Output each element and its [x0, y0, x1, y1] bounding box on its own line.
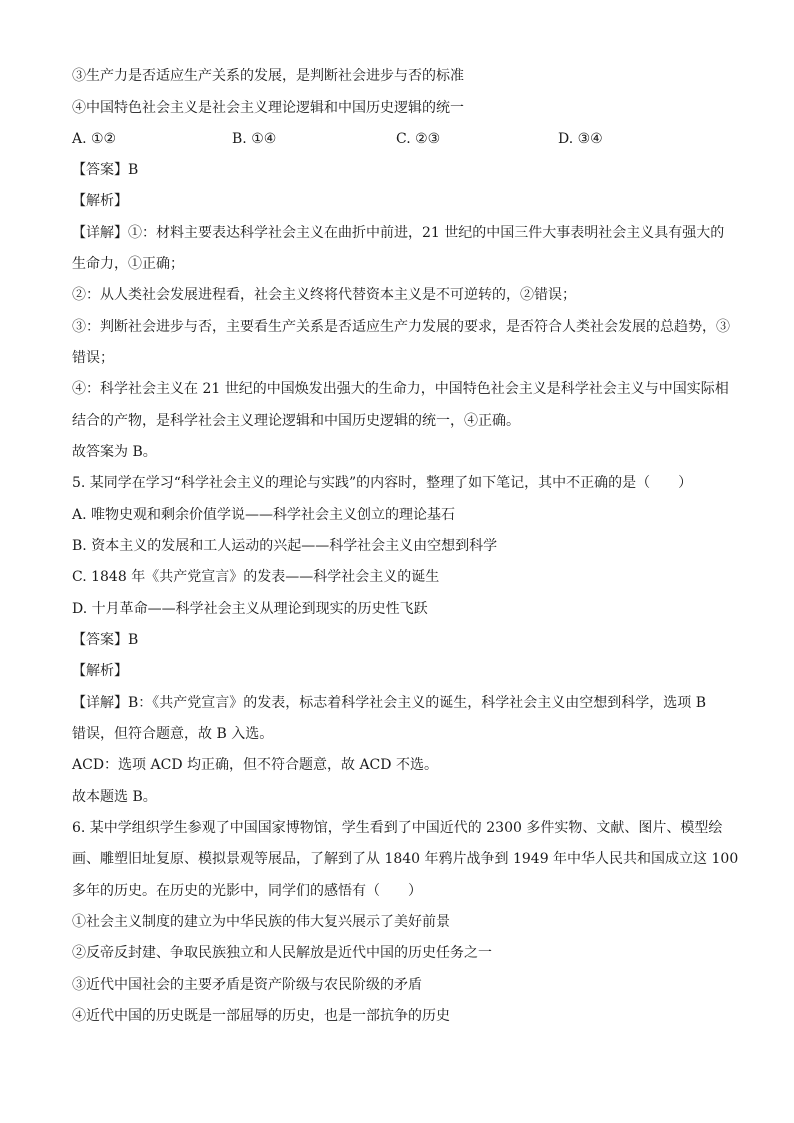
- choice-d: D. ③④: [558, 131, 603, 147]
- answer-label: 【答案】B: [72, 632, 139, 648]
- detail-paragraph: ③：判断社会进步与否，主要看生产关系是否适应生产力发展的要求，是否符合人类社会发展的总趋势，③: [72, 319, 730, 335]
- analysis-label: 【解析】: [72, 663, 128, 679]
- question-5-option-c: C. 1848 年《共产党宣言》的发表——科学社会主义的诞生: [72, 569, 440, 585]
- option-3-statement: ③生产力是否适应生产关系的发展，是判断社会进步与否的标准: [72, 68, 464, 84]
- question-6-statement-1: ①社会主义制度的建立为中华民族的伟大复兴展示了美好前景: [72, 914, 450, 930]
- question-6-statement-3: ③近代中国社会的主要矛盾是资产阶级与农民阶级的矛盾: [72, 977, 422, 993]
- detail-paragraph: 【详解】①：材料主要表达科学社会主义在曲折中前进，21 世纪的中国三件大事表明社会主义具有强大的: [72, 225, 725, 241]
- detail-paragraph: ④：科学社会主义在 21 世纪的中国焕发出强大的生命力，中国特色社会主义是科学社会主义与中国实际相: [72, 381, 729, 397]
- question-5-stem: 5. 某同学在学习“科学社会主义的理论与实践”的内容时，整理了如下笔记，其中不正确的是（ ）: [72, 475, 693, 491]
- detail-paragraph: 结合的产物，是科学社会主义理论逻辑和中国历史逻辑的统一，④正确。: [72, 413, 520, 429]
- conclusion-line: 故答案为 B。: [72, 444, 157, 460]
- choice-b: B. ①④: [232, 131, 277, 147]
- detail-paragraph: 错误，但符合题意，故 B 入选。: [72, 726, 274, 742]
- question-6-stem: 多年的历史。在历史的光影中，同学们的感悟有（ ）: [72, 883, 422, 899]
- analysis-label: 【解析】: [72, 193, 128, 209]
- answer-label: 【答案】B: [72, 162, 139, 178]
- choice-c: C. ②③: [396, 131, 441, 147]
- question-5-option-a: A. 唯物史观和剩余价值学说——科学社会主义创立的理论基石: [72, 507, 456, 523]
- detail-paragraph: ②：从人类社会发展进程看，社会主义终将代替资本主义是不可逆转的，②错误；: [72, 287, 576, 303]
- detail-paragraph: ACD：选项 ACD 均正确，但不符合题意，故 ACD 不选。: [72, 757, 438, 773]
- detail-paragraph: 生命力，①正确；: [72, 256, 184, 272]
- detail-paragraph: 【详解】B：《共产党宣言》的发表，标志着科学社会主义的诞生，科学社会主义由空想到科学，选项 B: [72, 695, 707, 711]
- detail-paragraph: 错误；: [72, 350, 114, 366]
- conclusion-line: 故本题选 B。: [72, 789, 157, 805]
- question-5-option-d: D. 十月革命——科学社会主义从理论到现实的历史性飞跃: [72, 601, 428, 617]
- question-6-statement-2: ②反帝反封建、争取民族独立和人民解放是近代中国的历史任务之一: [72, 945, 492, 961]
- question-6-stem: 6. 某中学组织学生参观了中国国家博物馆，学生看到了中国近代的 2300 多件实物、文献、图片、模型绘: [72, 820, 723, 836]
- question-6-stem: 画、雕塑旧址复原、模拟景观等展品，了解到了从 1840 年鸦片战争到 1949 年中华人民共和国成立这 100: [72, 851, 739, 867]
- option-4-statement: ④中国特色社会主义是社会主义理论逻辑和中国历史逻辑的统一: [72, 100, 464, 116]
- question-6-statement-4: ④近代中国的历史既是一部屈辱的历史，也是一部抗争的历史: [72, 1008, 450, 1024]
- choice-a: A. ①②: [72, 131, 117, 147]
- question-5-option-b: B. 资本主义的发展和工人运动的兴起——科学社会主义由空想到科学: [72, 538, 498, 554]
